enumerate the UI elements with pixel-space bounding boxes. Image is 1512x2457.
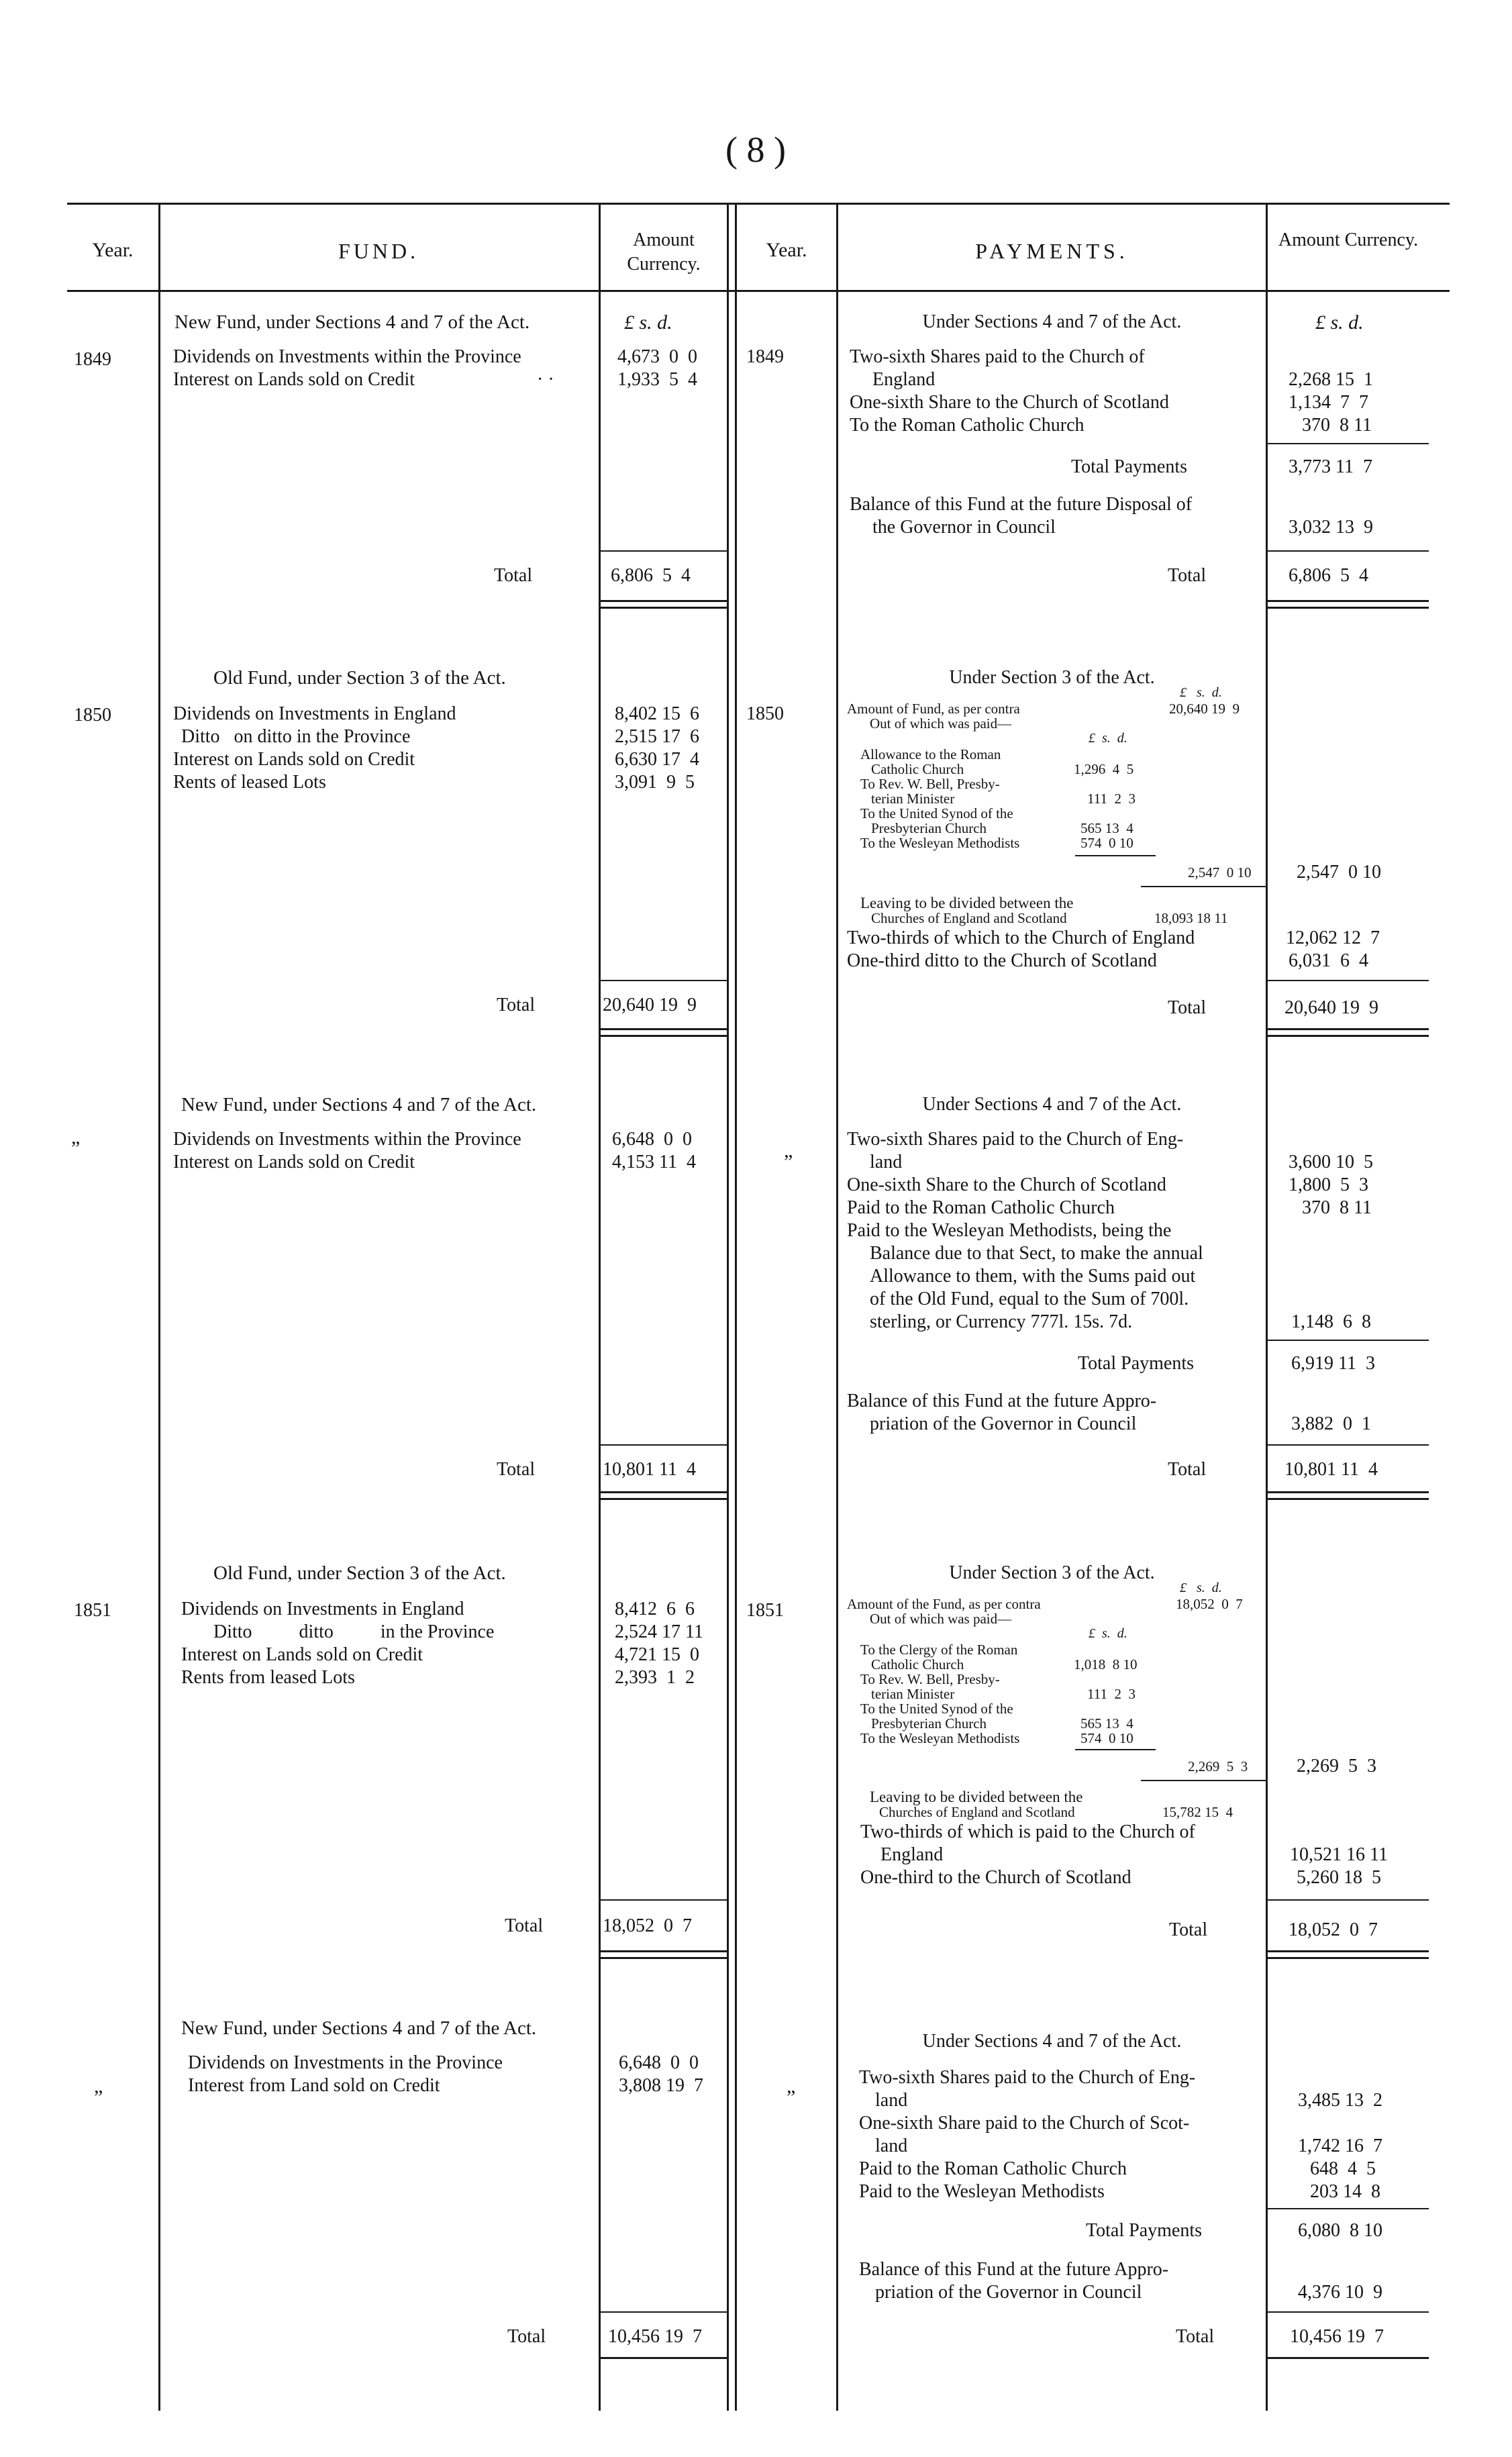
b1-double-rule-left-2 <box>601 607 727 609</box>
b1-pay-1a: Two-sixth Shares paid to the Church of <box>850 346 1145 367</box>
b1-ptotal-label: Total <box>1168 565 1207 586</box>
b3-wesleyan-1: Paid to the Wesleyan Methodists, being the <box>847 1220 1172 1241</box>
b1-pay-subtotal-rule <box>1268 443 1429 444</box>
b4-lsd-1: £ s. d. <box>1180 1581 1222 1595</box>
b4-row-3: Interest on Lands sold on Credit <box>181 1644 423 1665</box>
b2-year: 1850 <box>74 705 111 725</box>
b4-pay-year: 1851 <box>746 1600 784 1621</box>
b4-allow-2: Catholic Church <box>871 1656 964 1672</box>
b4-allow-rule <box>1075 1749 1156 1750</box>
b2-leaving-2: Churches of England and Scotland <box>871 910 1067 926</box>
b2-lsd-1: £ s. d. <box>1180 685 1222 700</box>
b2-leaving-1: Leaving to be divided between the <box>860 895 1074 911</box>
b4-amount-line: Amount of the Fund, as per contra <box>847 1596 1041 1612</box>
b4-fund-title: Old Fund, under Section 3 of the Act. <box>213 1562 506 1584</box>
b4-allow-6-value: 565 13 4 <box>1080 1715 1133 1732</box>
b4-thirds-1-amount: 10,521 16 11 <box>1290 1844 1388 1865</box>
b4-ptotal-rule-top <box>1268 1899 1429 1901</box>
b2-total-label: Total <box>497 995 536 1015</box>
b1-ptotal-rule-top <box>1268 550 1429 552</box>
b5-pay-1b: land <box>875 2090 908 2111</box>
b3-row-2: Interest on Lands sold on Credit <box>173 1152 415 1172</box>
b4-allow-4: terian Minister <box>871 1686 955 1702</box>
b4-row-1: Dividends on Investments in England <box>181 1599 464 1619</box>
b5-pay-title: Under Sections 4 and 7 of the Act. <box>922 2031 1182 2052</box>
col-divider-payments <box>836 203 838 2411</box>
b3-balance-amount: 3,882 0 1 <box>1291 1413 1371 1434</box>
b1-pay-year: 1849 <box>746 346 784 367</box>
b1-pay-2-amount: 1,134 7 7 <box>1289 392 1368 413</box>
b2-pay-title: Under Section 3 of the Act. <box>949 667 1155 688</box>
b3-double-rule-left-2 <box>601 1498 727 1500</box>
b5-pay-year: „ <box>787 2075 796 2097</box>
b4-total-label: Total <box>505 1915 544 1936</box>
b1-row-1: Dividends on Investments within the Province <box>173 346 521 367</box>
b4-allow-3: To Rev. W. Bell, Presby- <box>860 1671 1000 1687</box>
b5-pay-1a: Two-sixth Shares paid to the Church of Eng- <box>859 2067 1196 2088</box>
b2-subtotal: 2,547 0 10 <box>1188 864 1252 881</box>
b1-total-label: Total <box>494 565 533 586</box>
b2-double-rule-right-2 <box>1268 1035 1429 1037</box>
b5-pay-2-amount: 1,742 16 7 <box>1298 2136 1382 2156</box>
b3-total-payments: 6,919 11 3 <box>1291 1353 1375 1374</box>
b4-thirds-1b: England <box>880 1844 944 1865</box>
b2-lsd-2: £ s. d. <box>1089 731 1127 746</box>
b1-row-2: Interest on Lands sold on Credit <box>173 369 415 390</box>
header-fund: FUND. <box>338 239 419 263</box>
b2-leaving-value: 18,093 18 11 <box>1154 910 1228 926</box>
b1-pay-1-amount: 2,268 15 1 <box>1289 369 1373 390</box>
b1-balance-2: the Governor in Council <box>872 517 1056 538</box>
b5-total-rule-top <box>601 2311 727 2313</box>
b3-pay-year: „ <box>784 1140 793 1162</box>
b2-thirds-2: One-third ditto to the Church of Scotland <box>847 950 1157 971</box>
b3-ptotal-label: Total <box>1168 1459 1207 1480</box>
b3-pay-1-amount: 3,600 10 5 <box>1289 1152 1373 1172</box>
b1-total: 6,806 5 4 <box>611 565 691 586</box>
b4-leaving-rule <box>1141 1780 1266 1781</box>
b2-allow-7: To the Wesleyan Methodists <box>860 835 1020 851</box>
b5-pay-4: Paid to the Wesleyan Methodists <box>859 2181 1105 2202</box>
b4-pay-title: Under Section 3 of the Act. <box>949 1562 1155 1583</box>
b2-double-rule-left-2 <box>601 1035 727 1037</box>
b4-allow-4-value: 111 2 3 <box>1087 1686 1136 1702</box>
b4-allow-5: To the United Synod of the <box>860 1701 1013 1717</box>
table-top-rule <box>67 203 1450 205</box>
header-amount-right: Amount Currency. <box>1278 230 1419 250</box>
b1-double-rule-left-1 <box>601 600 727 602</box>
b1-double-rule-right-1 <box>1268 600 1429 602</box>
b3-wesleyan-amount: 1,148 6 8 <box>1291 1311 1371 1332</box>
b4-year: 1851 <box>74 1600 111 1621</box>
b4-allow-1: To the Clergy of the Roman <box>860 1642 1018 1658</box>
b3-balance-1: Balance of this Fund at the future Appro- <box>847 1391 1157 1411</box>
b5-row-2: Interest from Land sold on Credit <box>188 2075 440 2096</box>
b4-double-rule-right-2 <box>1268 1957 1429 1959</box>
b3-wesleyan-4: of the Old Fund, equal to the Sum of 700l. <box>870 1289 1189 1309</box>
b5-row-1-amount: 6,648 0 0 <box>619 2052 699 2073</box>
b5-ptotal: 10,456 19 7 <box>1290 2326 1384 2347</box>
b4-allow-6: Presbyterian Church <box>871 1715 987 1732</box>
b2-amount-line: Amount of Fund, as per contra <box>847 701 1020 717</box>
b3-pay-1a: Two-sixth Shares paid to the Church of Eng- <box>847 1129 1184 1150</box>
b1-pay-3-amount: 370 8 11 <box>1302 415 1372 436</box>
b2-allow-4: terian Minister <box>871 791 955 807</box>
b1-pay-3: To the Roman Catholic Church <box>850 415 1085 436</box>
b2-row-1-amount: 8,402 15 6 <box>615 703 699 724</box>
header-year-left: Year. <box>92 239 134 261</box>
b3-pay-subtotal-rule <box>1268 1340 1429 1341</box>
b4-leaving-1: Leaving to be divided between the <box>870 1789 1083 1805</box>
b4-thirds-1: Two-thirds of which is paid to the Church of <box>860 1821 1195 1842</box>
b3-pay-title: Under Sections 4 and 7 of the Act. <box>922 1094 1182 1115</box>
b2-thirds-2-amount: 6,031 6 4 <box>1289 950 1368 971</box>
header-bottom-rule <box>67 290 1450 292</box>
b2-row-4: Rents of leased Lots <box>173 772 326 793</box>
col-divider-amount-right <box>1266 203 1268 2411</box>
b3-pay-3-amount: 370 8 11 <box>1302 1197 1372 1218</box>
b2-row-3: Interest on Lands sold on Credit <box>173 749 415 770</box>
b4-subtotal: 2,269 5 3 <box>1188 1758 1248 1774</box>
b1-row-2-amount: 1,933 5 4 <box>617 369 697 390</box>
b5-pay-subtotal-rule <box>1268 2208 1429 2209</box>
b2-allow-3: To Rev. W. Bell, Presby- <box>860 776 1000 792</box>
b2-allow-6: Presbyterian Church <box>871 820 987 836</box>
b4-row-1-amount: 8,412 6 6 <box>615 1599 695 1619</box>
b3-wesleyan-2: Balance due to that Sect, to make the annual <box>870 1243 1203 1264</box>
b3-balance-2: priation of the Governor in Council <box>870 1413 1137 1434</box>
b1-pay-1b: England <box>872 369 936 390</box>
b2-subtotal-amount: 2,547 0 10 <box>1297 862 1381 883</box>
b1-pay-title: Under Sections 4 and 7 of the Act. <box>922 311 1182 332</box>
b5-ptotal-rule-top <box>1268 2311 1429 2313</box>
b5-total-payments-label: Total Payments <box>1086 2220 1203 2241</box>
b4-double-rule-left-2 <box>601 1957 727 1959</box>
b4-row-2-amount: 2,524 17 11 <box>615 1621 703 1642</box>
b2-allow-2-value: 1,296 4 5 <box>1074 761 1134 777</box>
col-divider-year-right-double <box>735 203 737 2411</box>
b5-total-label: Total <box>507 2326 546 2347</box>
b5-total: 10,456 19 7 <box>608 2326 702 2347</box>
b1-fund-title: New Fund, under Sections 4 and 7 of the Act. <box>174 311 530 333</box>
b5-balance-amount: 4,376 10 9 <box>1298 2282 1382 2303</box>
b5-pay-2b: land <box>875 2136 908 2156</box>
b5-fund-title: New Fund, under Sections 4 and 7 of the Act. <box>181 2017 537 2039</box>
page-number: ( 8 ) <box>725 130 786 170</box>
b2-allow-6-value: 565 13 4 <box>1080 820 1133 836</box>
b3-pay-2: One-sixth Share to the Church of Scotland <box>847 1174 1166 1195</box>
b3-row-2-amount: 4,153 11 4 <box>612 1152 696 1172</box>
b3-ptotal: 10,801 11 4 <box>1284 1459 1378 1480</box>
b2-total-rule-top <box>601 980 727 981</box>
b3-wesleyan-3: Allowance to them, with the Sums paid out <box>870 1266 1196 1287</box>
b1-total-payments-label: Total Payments <box>1071 456 1188 477</box>
b3-double-rule-right-2 <box>1268 1498 1429 1500</box>
b1-total-payments: 3,773 11 7 <box>1289 456 1372 477</box>
b5-pay-3: Paid to the Roman Catholic Church <box>859 2158 1127 2179</box>
b2-thirds-1-amount: 12,062 12 7 <box>1286 927 1380 948</box>
b2-allow-1: Allowance to the Roman <box>860 746 1001 762</box>
b1-total-rule-top <box>601 550 727 552</box>
b3-pay-2-amount: 1,800 5 3 <box>1289 1174 1368 1195</box>
b4-total-rule-top <box>601 1899 727 1901</box>
b4-ptotal-label: Total <box>1169 1919 1208 1940</box>
b1-pay-2: One-sixth Share to the Church of Scotland <box>850 392 1169 413</box>
b2-ptotal: 20,640 19 9 <box>1284 997 1378 1018</box>
b2-allow-4-value: 111 2 3 <box>1087 791 1136 807</box>
b4-row-2: Ditto ditto in the Province <box>213 1621 495 1642</box>
b2-double-rule-left-1 <box>601 1028 727 1030</box>
b2-fund-title: Old Fund, under Section 3 of the Act. <box>213 667 506 689</box>
b2-row-2-amount: 2,515 17 6 <box>615 726 699 747</box>
b5-balance-2: priation of the Governor in Council <box>875 2282 1142 2303</box>
header-amount-left: Amount Currency. <box>627 230 701 274</box>
b2-ptotal-rule-top <box>1268 980 1429 981</box>
b4-amount-value: 18,052 0 7 <box>1176 1596 1243 1612</box>
b2-row-2: Ditto on ditto in the Province <box>181 726 411 747</box>
b2-leaving-rule <box>1141 886 1266 887</box>
b4-double-rule-left-1 <box>601 1950 727 1952</box>
b3-pay-3: Paid to the Roman Catholic Church <box>847 1197 1115 1218</box>
b4-row-4-amount: 2,393 1 2 <box>615 1667 695 1688</box>
b5-pay-3-amount: 648 4 5 <box>1310 2158 1376 2179</box>
header-year-right: Year. <box>766 239 807 261</box>
b3-fund-title: New Fund, under Sections 4 and 7 of the Act. <box>181 1094 537 1115</box>
b2-row-3-amount: 6,630 17 4 <box>615 749 699 770</box>
b2-row-1: Dividends on Investments in England <box>173 703 456 724</box>
b1-balance-amount: 3,032 13 9 <box>1289 517 1373 538</box>
b1-double-rule-right-2 <box>1268 607 1429 609</box>
b4-out-of-which: Out of which was paid— <box>870 1611 1012 1627</box>
b2-allow-rule <box>1075 855 1156 856</box>
b2-out-of-which: Out of which was paid— <box>870 715 1012 732</box>
b4-allow-7: To the Wesleyan Methodists <box>860 1730 1020 1746</box>
b1-ptotal: 6,806 5 4 <box>1289 565 1368 586</box>
b5-row-1: Dividends on Investments in the Province <box>188 2052 503 2073</box>
b4-allow-2-value: 1,018 8 10 <box>1074 1656 1138 1672</box>
b2-pay-year: 1850 <box>746 703 784 724</box>
b3-double-rule-right-1 <box>1268 1491 1429 1493</box>
b5-year: „ <box>94 2075 103 2097</box>
b4-ptotal: 18,052 0 7 <box>1289 1919 1378 1940</box>
col-divider-year-right <box>727 203 729 2411</box>
b3-pay-1b: land <box>870 1152 903 1172</box>
b3-double-rule-left-1 <box>601 1491 727 1493</box>
col-divider-amount-left <box>599 203 601 2411</box>
b2-amount-value: 20,640 19 9 <box>1169 701 1240 717</box>
b4-lsd-2: £ s. d. <box>1089 1626 1127 1641</box>
b2-allow-7-value: 574 0 10 <box>1080 835 1133 851</box>
b4-double-rule-right-1 <box>1268 1950 1429 1952</box>
b3-total-label: Total <box>497 1459 536 1480</box>
b1-row-1-amount: 4,673 0 0 <box>617 346 697 367</box>
b4-thirds-2-amount: 5,260 18 5 <box>1297 1867 1381 1888</box>
b1-year: 1849 <box>74 349 111 370</box>
b5-double-rule-left-1 <box>601 2357 727 2359</box>
b5-pay-2a: One-sixth Share paid to the Church of Scot- <box>859 2113 1190 2134</box>
b5-ptotal-label: Total <box>1176 2326 1215 2347</box>
b3-total: 10,801 11 4 <box>603 1459 696 1480</box>
b4-row-4: Rents from leased Lots <box>181 1667 355 1688</box>
b5-pay-4-amount: 203 14 8 <box>1310 2181 1380 2202</box>
b3-total-payments-label: Total Payments <box>1078 1353 1195 1374</box>
b2-thirds-1: Two-thirds of which to the Church of England <box>847 927 1195 948</box>
b5-balance-1: Balance of this Fund at the future Appro- <box>859 2259 1169 2280</box>
b4-leaving-2: Churches of England and Scotland <box>879 1804 1075 1820</box>
b4-subtotal-amount: 2,269 5 3 <box>1297 1756 1376 1776</box>
b4-allow-7-value: 574 0 10 <box>1080 1730 1133 1746</box>
b5-row-2-amount: 3,808 19 7 <box>619 2075 703 2096</box>
b1-balance-1: Balance of this Fund at the future Disposal of <box>850 494 1193 515</box>
b4-total: 18,052 0 7 <box>603 1915 692 1936</box>
b2-double-rule-right-1 <box>1268 1028 1429 1030</box>
b3-ptotal-rule-top <box>1268 1444 1429 1446</box>
b3-row-1: Dividends on Investments within the Province <box>173 1129 521 1150</box>
b2-allow-2: Catholic Church <box>871 761 964 777</box>
b3-total-rule-top <box>601 1444 727 1446</box>
b2-allow-5: To the United Synod of the <box>860 805 1013 821</box>
b4-leaving-value: 15,782 15 4 <box>1162 1804 1233 1820</box>
b1-currency-header: £ s. d. <box>624 311 672 334</box>
b1-pay-currency-header: £ s. d. <box>1315 311 1364 334</box>
b3-row-1-amount: 6,648 0 0 <box>612 1129 692 1150</box>
header-payments: PAYMENTS. <box>975 239 1129 263</box>
b3-year: „ <box>71 1126 81 1148</box>
b5-pay-1-amount: 3,485 13 2 <box>1298 2090 1382 2111</box>
b2-row-4-amount: 3,091 9 5 <box>615 772 695 793</box>
b4-row-3-amount: 4,721 15 0 <box>615 1644 699 1665</box>
b1-dots: · · <box>537 369 554 390</box>
b3-wesleyan-5: sterling, or Currency 777l. 15s. 7d. <box>870 1311 1133 1332</box>
b5-total-payments: 6,080 8 10 <box>1298 2220 1382 2241</box>
b5-double-rule-right-1 <box>1268 2357 1429 2359</box>
b4-thirds-2: One-third to the Church of Scotland <box>860 1867 1131 1888</box>
b2-ptotal-label: Total <box>1168 997 1207 1018</box>
b2-total: 20,640 19 9 <box>603 995 697 1015</box>
col-divider-fund <box>158 203 160 2411</box>
